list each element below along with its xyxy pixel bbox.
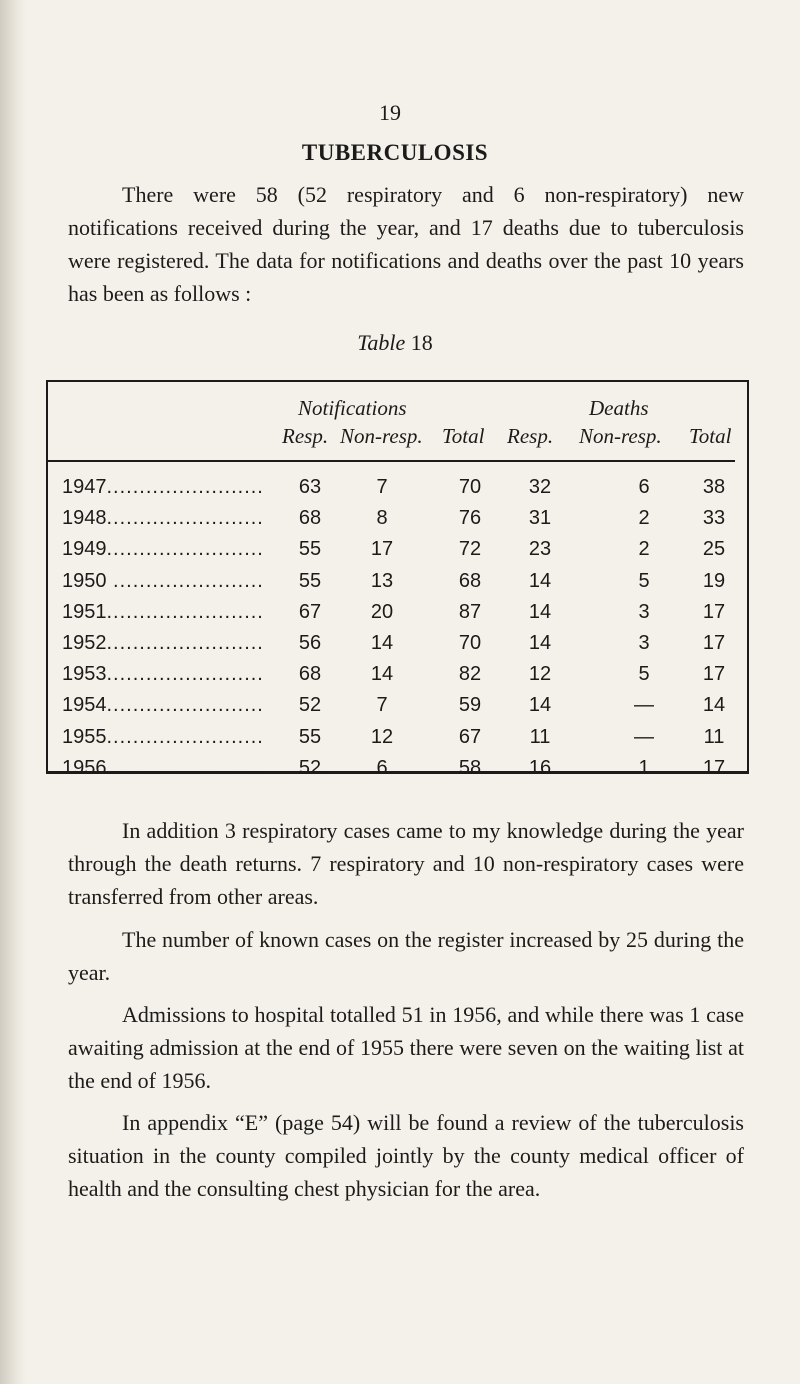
cell-notif-total: 68 bbox=[458, 569, 482, 592]
row-year: 1951 bbox=[62, 600, 107, 623]
cell-deaths-resp: 14 bbox=[528, 569, 552, 592]
page-title: TUBERCULOSIS bbox=[301, 140, 489, 165]
table-caption bbox=[0, 330, 790, 356]
deaths-group-header: Deaths bbox=[589, 396, 649, 420]
row-leader-dots: ........................ bbox=[106, 756, 264, 779]
cell-deaths-total: 14 bbox=[702, 694, 726, 717]
cell-deaths-total: 11 bbox=[703, 725, 725, 748]
cell-notif-total: 72 bbox=[458, 538, 482, 561]
row-year-label bbox=[62, 601, 264, 624]
cell-notif-nonresp: 14 bbox=[370, 632, 394, 654]
cell-notif-resp: 55 bbox=[298, 538, 322, 561]
cell-notif-total: 70 bbox=[458, 476, 482, 498]
cell-deaths-nonresp: — bbox=[634, 725, 654, 748]
row-year: 1948 bbox=[62, 507, 107, 530]
table-row bbox=[48, 601, 748, 632]
cell-deaths-nonresp: 5 bbox=[638, 663, 650, 686]
row-year-label bbox=[62, 663, 264, 686]
addition-paragraph: In addition 3 respiratory cases came to my knowledge during the year through the death returns. 7 respiratory and 10 non-respiratory cases were transferred from other areas. bbox=[68, 818, 744, 909]
appendix-paragraph: In appendix “E” (page 54) will be found a review of the tuberculosis situation in the county compiled jointly by the county medical officer of health and the consulting chest physician for the area. bbox=[68, 1110, 744, 1201]
table-caption-number: 18 bbox=[410, 330, 433, 355]
row-year-label bbox=[62, 694, 264, 717]
cell-deaths-resp: 14 bbox=[528, 694, 552, 717]
table-row bbox=[48, 663, 748, 694]
cell-notif-total: 58 bbox=[458, 756, 482, 779]
cell-notif-nonresp: 6 bbox=[376, 756, 388, 779]
cell-deaths-resp: 11 bbox=[529, 725, 551, 748]
row-year-label bbox=[62, 476, 264, 499]
cell-notif-nonresp: 12 bbox=[370, 725, 394, 748]
register-paragraph: The number of known cases on the register increased by 25 during the year. bbox=[68, 927, 744, 985]
cell-deaths-nonresp: 1 bbox=[638, 756, 650, 779]
table-row bbox=[48, 507, 748, 538]
row-leader-dots: ........................ bbox=[106, 538, 264, 561]
cell-notif-resp: 52 bbox=[298, 694, 322, 717]
row-year-label bbox=[62, 570, 264, 593]
cell-deaths-nonresp: 3 bbox=[638, 600, 650, 623]
cell-deaths-resp: 16 bbox=[528, 756, 552, 779]
cell-deaths-nonresp: 2 bbox=[638, 507, 650, 530]
table-row bbox=[48, 757, 748, 788]
cell-notif-resp: 55 bbox=[298, 569, 322, 592]
cell-notif-resp: 52 bbox=[298, 756, 322, 779]
table-row bbox=[48, 694, 748, 725]
cell-deaths-resp: 32 bbox=[528, 476, 552, 498]
cell-deaths-nonresp: 5 bbox=[638, 569, 650, 592]
cell-deaths-total: 17 bbox=[702, 632, 726, 654]
row-leader-dots: ........................ bbox=[106, 476, 264, 498]
row-year: 1952 bbox=[62, 632, 107, 654]
notifications-group-header: Notifications bbox=[298, 396, 407, 420]
table-row bbox=[48, 570, 748, 601]
cell-notif-nonresp: 20 bbox=[370, 600, 394, 623]
row-year: 1954 bbox=[62, 694, 107, 717]
cell-notif-resp: 68 bbox=[298, 507, 322, 530]
row-leader-dots: ........................ bbox=[106, 632, 264, 654]
cell-notif-nonresp: 7 bbox=[376, 476, 388, 498]
cell-deaths-resp: 14 bbox=[528, 632, 552, 654]
row-leader-dots: ........................ bbox=[106, 725, 264, 748]
cell-notif-total: 70 bbox=[458, 632, 482, 654]
row-year: 1955 bbox=[62, 725, 107, 748]
cell-notif-resp: 68 bbox=[298, 663, 322, 686]
col-header-notif-total: Total bbox=[442, 424, 485, 448]
col-header-deaths-nonresp: Non-resp. bbox=[579, 424, 662, 448]
cell-notif-nonresp: 17 bbox=[370, 538, 394, 561]
col-header-notif-resp: Resp. bbox=[282, 424, 329, 448]
cell-notif-total: 82 bbox=[458, 663, 482, 686]
cell-deaths-total: 25 bbox=[702, 538, 726, 561]
cell-notif-nonresp: 14 bbox=[370, 663, 394, 686]
page-edge-shadow bbox=[0, 0, 26, 1384]
table-row bbox=[48, 538, 748, 569]
cell-notif-total: 87 bbox=[458, 600, 482, 623]
cell-deaths-total: 19 bbox=[702, 569, 726, 592]
cell-notif-resp: 67 bbox=[298, 600, 322, 623]
col-header-deaths-total: Total bbox=[689, 424, 732, 448]
cell-deaths-total: 38 bbox=[702, 476, 726, 498]
cell-deaths-nonresp: 3 bbox=[638, 632, 650, 654]
row-year: 1949 bbox=[62, 538, 107, 561]
col-header-notif-nonresp: Non-resp. bbox=[340, 424, 423, 448]
cell-notif-total: 59 bbox=[458, 694, 482, 717]
row-year-label bbox=[62, 507, 264, 530]
admissions-paragraph: Admissions to hospital totalled 51 in 1956, and while there was 1 case awaiting admission at the end of 1955 there were seven on the waiting list at the end of 1956. bbox=[68, 1002, 744, 1093]
cell-notif-total: 67 bbox=[458, 725, 482, 748]
cell-deaths-resp: 23 bbox=[528, 538, 552, 561]
cell-notif-resp: 63 bbox=[298, 476, 322, 498]
cell-deaths-total: 17 bbox=[702, 663, 726, 686]
intro-paragraph: There were 58 (52 respiratory and 6 non-respiratory) new notifications received during the year, and 17 deaths due to tuberculosis were registered. The data for notifications and deaths over the past 10 years has been as follows : bbox=[68, 182, 744, 306]
cell-deaths-nonresp: 2 bbox=[638, 538, 650, 561]
cell-notif-resp: 56 bbox=[298, 632, 322, 654]
row-year: 1947 bbox=[62, 476, 107, 498]
cell-deaths-total: 17 bbox=[702, 600, 726, 623]
row-year: 1953 bbox=[62, 663, 107, 686]
tuberculosis-table bbox=[46, 380, 749, 779]
cell-notif-nonresp: 7 bbox=[376, 694, 388, 717]
cell-deaths-total: 17 bbox=[702, 756, 726, 779]
cell-deaths-total: 33 bbox=[702, 507, 726, 530]
cell-notif-nonresp: 13 bbox=[370, 569, 394, 592]
cell-notif-total: 76 bbox=[458, 507, 482, 530]
table-row bbox=[48, 632, 748, 663]
row-year-label bbox=[62, 757, 264, 780]
row-year-label bbox=[62, 632, 264, 655]
table-row bbox=[48, 476, 748, 507]
cell-deaths-resp: 12 bbox=[528, 663, 552, 686]
col-header-deaths-resp: Resp. bbox=[507, 424, 554, 448]
header-rule bbox=[48, 460, 735, 462]
row-year: 1950 bbox=[62, 569, 107, 592]
cell-deaths-resp: 31 bbox=[528, 507, 552, 530]
cell-deaths-nonresp: — bbox=[634, 694, 654, 717]
row-leader-dots: ........................ bbox=[106, 507, 264, 530]
row-leader-dots: ........................ bbox=[106, 600, 264, 623]
cell-deaths-nonresp: 6 bbox=[638, 476, 650, 498]
cell-notif-nonresp: 8 bbox=[376, 507, 388, 530]
table-caption-word: Table bbox=[357, 330, 406, 355]
row-leader-dots: ....................... bbox=[106, 569, 264, 592]
cell-deaths-resp: 14 bbox=[528, 600, 552, 623]
table-row bbox=[48, 726, 748, 757]
row-year-label bbox=[62, 726, 264, 749]
row-leader-dots: ........................ bbox=[106, 694, 264, 717]
cell-notif-resp: 55 bbox=[298, 725, 322, 748]
row-year: 1956 bbox=[62, 756, 107, 779]
row-year-label bbox=[62, 538, 264, 561]
row-leader-dots: ........................ bbox=[106, 663, 264, 686]
page-number: 19 bbox=[379, 100, 401, 125]
